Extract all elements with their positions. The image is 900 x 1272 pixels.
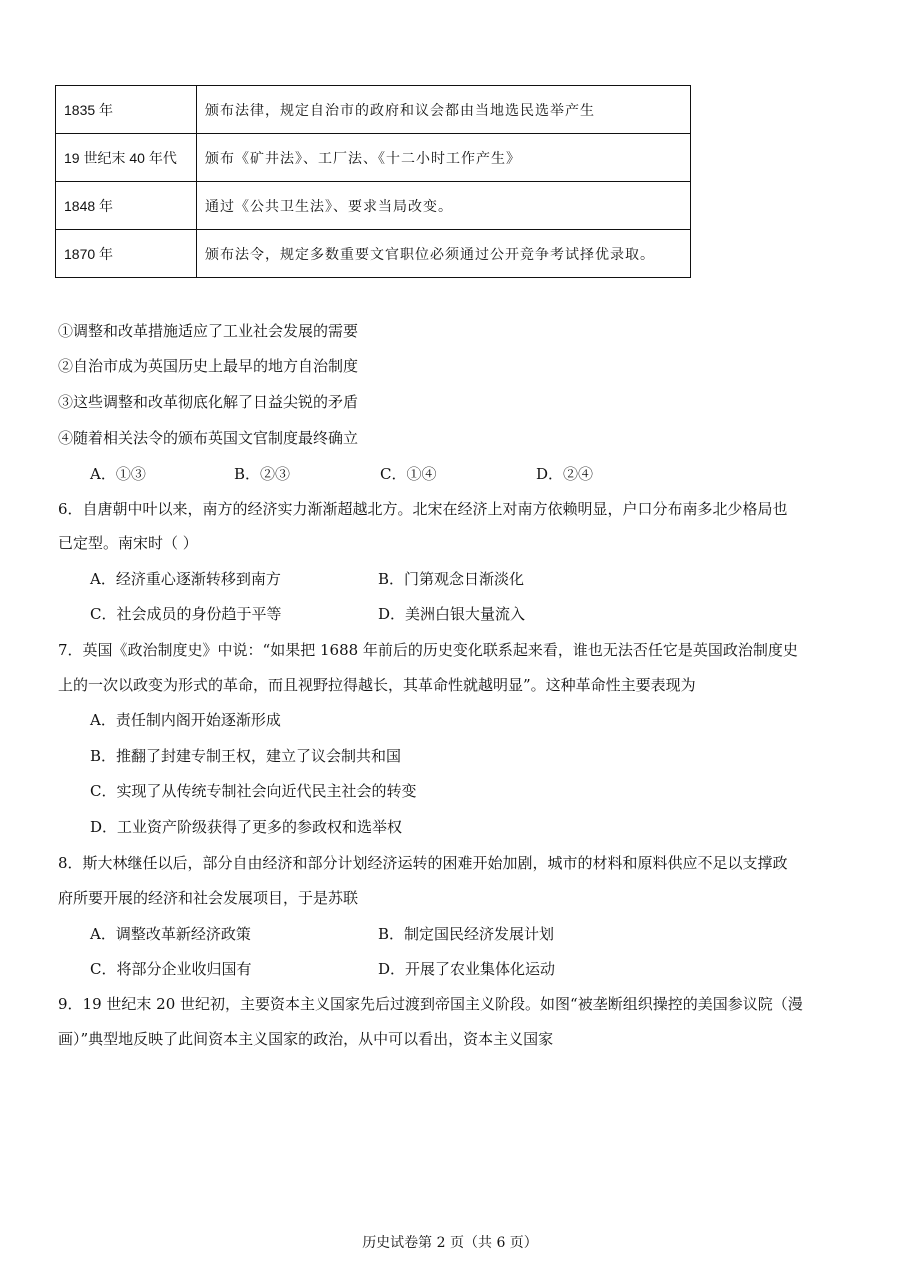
event-cell: 颁布法律，规定自治市的政府和议会都由当地选民选举产生 — [197, 86, 691, 134]
q5-statement-3: ③这些调整和改革彻底化解了日益尖锐的矛盾 — [58, 393, 359, 411]
q6-option-c[interactable]: C．社会成员的身份趋于平等 — [90, 605, 282, 623]
page-footer: 历史试卷第 2 页（共 6 页） — [362, 1235, 538, 1251]
event-cell: 颁布《矿井法》、工厂法、《十二小时工作产生》 — [197, 134, 691, 182]
year-cell: 1835 年 — [56, 86, 197, 134]
q7-option-b[interactable]: B．推翻了封建专制王权，建立了议会制共和国 — [90, 747, 402, 765]
q6-option-b[interactable]: B．门第观念日渐淡化 — [378, 570, 525, 588]
q7-stem-line-1: 7．英国《政治制度史》中说：“如果把 1688 年前后的历史变化联系起来看，谁也无法否任它是英国政治制度史 — [58, 641, 798, 659]
q8-option-c[interactable]: C．将部分企业收归国有 — [90, 960, 252, 978]
year-cell: 1870 年 — [56, 230, 197, 278]
q7-option-d[interactable]: D．工业资产阶级获得了更多的参政权和选举权 — [90, 818, 403, 836]
q8-stem-line-1: 8．斯大林继任以后，部分自由经济和部分计划经济运转的困难开始加剧，城市的材料和原料供应不足以支撑政 — [58, 854, 788, 872]
reform-timeline-table — [55, 85, 691, 278]
q5-option-b[interactable]: B．②③ — [234, 465, 291, 483]
q6-stem-line-1: 6．自唐朝中叶以来，南方的经济实力渐渐超越北方。北宋在经济上对南方依赖明显，户口分布南多北少格局也 — [58, 500, 788, 518]
q8-option-b[interactable]: B．制定国民经济发展计划 — [378, 925, 555, 943]
table-row — [56, 230, 691, 278]
event-cell: 颁布法令，规定多数重要文官职位必须通过公开竞争考试择优录取。 — [197, 230, 691, 278]
q7-option-c[interactable]: C．实现了从传统专制社会向近代民主社会的转变 — [90, 782, 417, 800]
q5-option-a[interactable]: A．①③ — [90, 465, 146, 483]
q5-statement-4: ④随着相关法令的颁布英国文官制度最终确立 — [58, 429, 359, 447]
q6-option-a[interactable]: A．经济重心逐渐转移到南方 — [90, 570, 281, 588]
q5-option-d[interactable]: D．②④ — [536, 465, 594, 483]
q9-stem-line-1: 9．19 世纪末 20 世纪初，主要资本主义国家先后过渡到帝国主义阶段。如图“被垄断组织操控的美国参议院（漫 — [58, 995, 803, 1013]
table-row — [56, 182, 691, 230]
q8-option-d[interactable]: D．开展了农业集体化运动 — [378, 960, 556, 978]
q5-statement-2: ②自治市成为英国历史上最早的地方自治制度 — [58, 357, 359, 375]
q5-option-c[interactable]: C．①④ — [380, 465, 437, 483]
table-row — [56, 134, 691, 182]
q7-stem-line-2: 上的一次以政变为形式的革命，而且视野拉得越长，其革命性就越明显”。这种革命性主要表现为 — [58, 676, 696, 694]
q8-option-a[interactable]: A．调整改革新经济政策 — [90, 925, 251, 943]
q6-option-d[interactable]: D．美洲白银大量流入 — [378, 605, 526, 623]
event-cell: 通过《公共卫生法》、要求当局改变。 — [197, 182, 691, 230]
q7-option-a[interactable]: A．责任制内阁开始逐渐形成 — [90, 711, 281, 729]
q8-stem-line-2: 府所要开展的经济和社会发展项目，于是苏联 — [58, 889, 359, 907]
year-cell: 1848 年 — [56, 182, 197, 230]
year-cell: 19 世纪末 40 年代 — [56, 134, 197, 182]
table-row — [56, 86, 691, 134]
q9-stem-line-2: 画）”典型地反映了此间资本主义国家的政治，从中可以看出，资本主义国家 — [58, 1030, 554, 1048]
q6-stem-line-2: 已定型。南宋时（ ） — [58, 534, 198, 552]
q5-statement-1: ①调整和改革措施适应了工业社会发展的需要 — [58, 322, 359, 340]
